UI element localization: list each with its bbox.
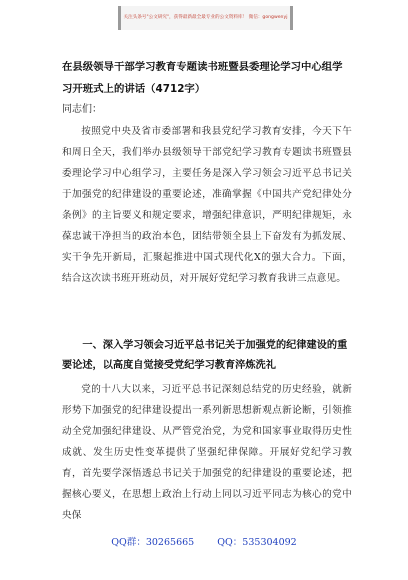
section-heading-1: 一、深入学习领会习近平总书记关于加强党的纪律建设的重要论述，以高度自觉接受党纪学习教育淬炼洗礼 [62, 340, 348, 371]
document-title: 在县级领导干部学习教育专题读书班暨县委理论学习中心组学习开班式上的讲话（4712字） [62, 61, 343, 95]
footer-qq: QQ：535304092 [217, 537, 297, 548]
footer-contact [0, 534, 408, 548]
footer-qq-group: QQ群：30265665 [111, 537, 195, 548]
body-paragraph-2: 党的十八大以来，习近平总书记深刻总结党的历史经验，就新形势下加强党的纪律建设提出一系列新思想新观点新论断，引领推动全党加强纪律建设、从严管党治党，为党和国家事业取得历史性成就、发生历史性变革提供了坚强纪律保障。开展好党纪学习教育，首先要学深悟透总书记关于加强党的纪律建设的重要论述，把握核心要义，在思想上政治上行动上同以习近平同志为核心的党中央保 [62, 384, 352, 521]
body-paragraph-1: 按照党中央及省市委部署和我县党纪学习教育安排，今天下午和周日全天，我们举办县级领导干部党纪学习教育专题读书班暨县委理论学习中心组学习，主要任务是深入学习领会习近平总书记关于加强党的纪律建设的重要论述，准确掌握《中国共产党纪律处分条例》的主旨要义和规定要求，增强纪律意识，严明纪律规矩，永葆忠诚干净担当的政治本色，团结带领全县上下奋发有为抓发展、实干争先开新局，汇聚起推进中国式现代化X的强大合力。下面，结合这次读书班开班动员，对开展好党纪学习教育我讲三点意见。 [62, 126, 352, 284]
banner-text: 关注头条号"公文研究"，获得最新最全最专业的公文资料库！ 微信：gongwenyj [123, 15, 288, 20]
top-banner [118, 6, 293, 30]
greeting: 同志们： [62, 104, 102, 115]
